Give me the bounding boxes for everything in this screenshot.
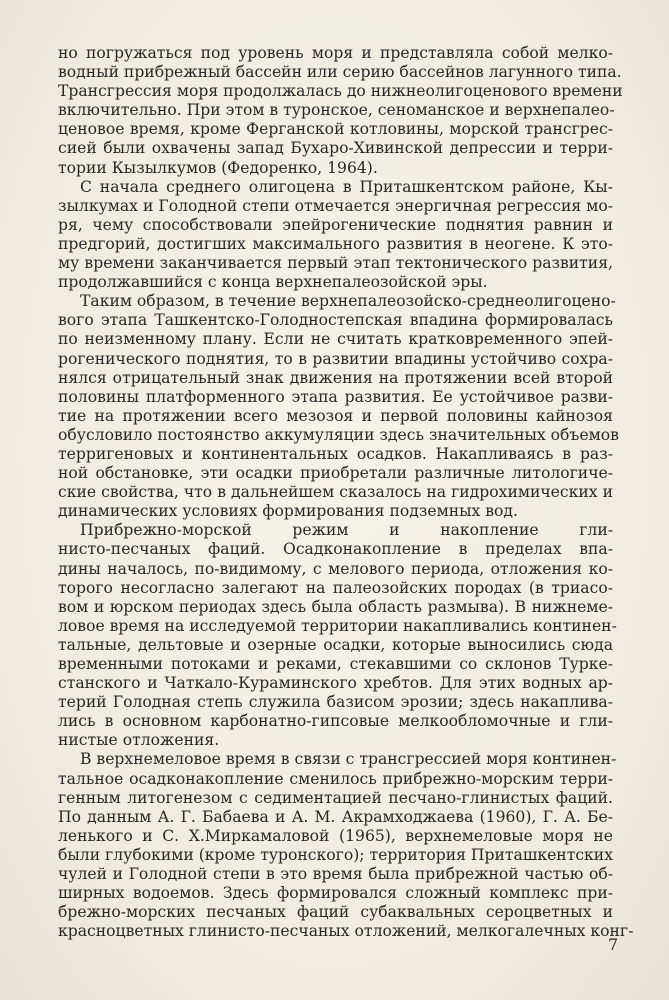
- text-line: ленького и С. Х.Миркамаловой (1965), верхнемеловые моря не: [58, 826, 613, 845]
- body-text: [58, 44, 634, 941]
- text-line: терий Голодная степь служила базисом эрозии; здесь накаплива-: [58, 693, 613, 712]
- text-line: вого этапа Ташкентско-Голодностепская впадина формировалась: [58, 311, 613, 330]
- text-line: ценовое время, кроме Ферганской котловины, морской трансгрес-: [58, 120, 613, 139]
- text-line: По данным А. Г. Бабаева и А. М. Акрамходжаева (1960), Г. А. Бе-: [58, 807, 613, 826]
- text-line: Таким образом, в течение верхнепалеозойско-среднеолигоцено-: [80, 292, 616, 311]
- text-line: предгорий, достигших максимального развития в неогене. К это-: [58, 234, 613, 253]
- paragraph-2: [58, 178, 613, 293]
- paragraph-3: [58, 292, 619, 521]
- text-line: генным литогенезом с седиментацией песчано-глинистых фаций.: [58, 788, 613, 807]
- text-line: но погружаться под уровень моря и представляла собой мелко-: [58, 44, 613, 62]
- text-line: терригеновых и континентальных осадков. Накапливаясь в раз-: [58, 444, 613, 463]
- text-line: тальное осадконакопление сменилось прибрежно-морским терри-: [58, 769, 613, 788]
- text-line: нялся отрицательный знак движения на протяжении всей второй: [58, 368, 613, 387]
- text-line: обусловило постоянство аккумуляции здесь значительных объемов: [58, 425, 619, 444]
- text-line: Прибрежно-морской режим и накопление гли-: [80, 521, 613, 540]
- text-line: ские свойства, что в дальнейшем сказалось на гидрохимических и: [58, 483, 613, 502]
- text-line: продолжавшийся с конца верхнепалеозойской эры.: [58, 273, 488, 292]
- text-line: нистые отложения.: [58, 731, 220, 750]
- text-line: торого несогласно залегают на палеозойских породах (в триасо-: [58, 578, 613, 597]
- text-line: включительно. При этом в туронское, сеноманское и верхнепалео-: [58, 101, 615, 120]
- text-line: красноцветных глинисто-песчаных отложений, мелкогалечных конг-: [58, 922, 634, 941]
- text-line: тальные, дельтовые и озерные осадки, которые выносились сюда: [58, 635, 613, 654]
- text-line: му времени заканчивается первый этап тектонического развития,: [58, 254, 613, 273]
- text-line: половины платформенного этапа развития. Ее устойчивое разви-: [58, 387, 613, 406]
- text-line: вом и юрском периодах здесь была область размыва). В нижнеме-: [58, 597, 613, 616]
- text-line: ширных водоемов. Здесь формировался сложный комплекс при-: [58, 884, 613, 903]
- paragraph-4: [58, 521, 617, 750]
- text-line: тории Кызылкумов (Федоренко, 1964).: [58, 158, 378, 177]
- text-line: ной обстановке, эти осадки приобретали различные литологиче-: [58, 464, 613, 483]
- text-line: чулей и Голодной степи в это время была прибрежной частью об-: [58, 865, 613, 884]
- paragraph-5: [58, 750, 634, 941]
- text-line: нисто-песчаных фаций. Осадконакопление в пределах впа-: [58, 540, 613, 559]
- text-line: были глубокими (кроме туронского); территория Приташкентских: [58, 845, 613, 864]
- text-line: по неизменному плану. Если не считать кратковременного эпей-: [58, 330, 613, 349]
- paragraph-1: [58, 44, 623, 178]
- page-number: 7: [608, 935, 619, 954]
- text-line: брежно-морских песчаных фаций субаквальных сероцветных и: [58, 903, 613, 922]
- text-line: динамических условиях формирования подземных вод.: [58, 502, 518, 521]
- text-line: рогенического поднятия, то в развитии впадины устойчиво сохра-: [58, 349, 613, 368]
- text-line: зылкумах и Голодной степи отмечается энергичная регрессия мо-: [58, 196, 613, 215]
- text-line: дины началось, по-видимому, с мелового периода, отложения ко-: [58, 559, 613, 578]
- text-line: ловое время на исследуемой территории накапливались континен-: [58, 616, 617, 635]
- text-line: тие на протяжении всего мезозоя и первой половины кайнозоя: [58, 406, 613, 425]
- text-line: Трансгрессия моря продолжалась до нижнеолигоценового времени: [58, 82, 623, 101]
- text-line: временными потоками и реками, стекавшими со склонов Турке-: [58, 655, 613, 673]
- text-line: лись в основном карбонатно-гипсовые мелкообломочные и гли-: [58, 712, 613, 731]
- text-line: станского и Чаткало-Кураминского хребтов. Для этих водных ар-: [58, 674, 613, 693]
- text-line: водный прибрежный бассейн или серию бассейнов лагунного типа.: [58, 63, 622, 82]
- text-line: В верхнемеловое время в связи с трансгрессией моря континен-: [80, 750, 617, 769]
- text-line: С начала среднего олигоцена в Приташкентском районе, Кы-: [80, 177, 613, 196]
- text-line: сией были охвачены запад Бухаро-Хивинской депрессии и терри-: [58, 139, 613, 158]
- text-line: ря, чему способствовали эпейрогенические поднятия равнин и: [58, 215, 613, 234]
